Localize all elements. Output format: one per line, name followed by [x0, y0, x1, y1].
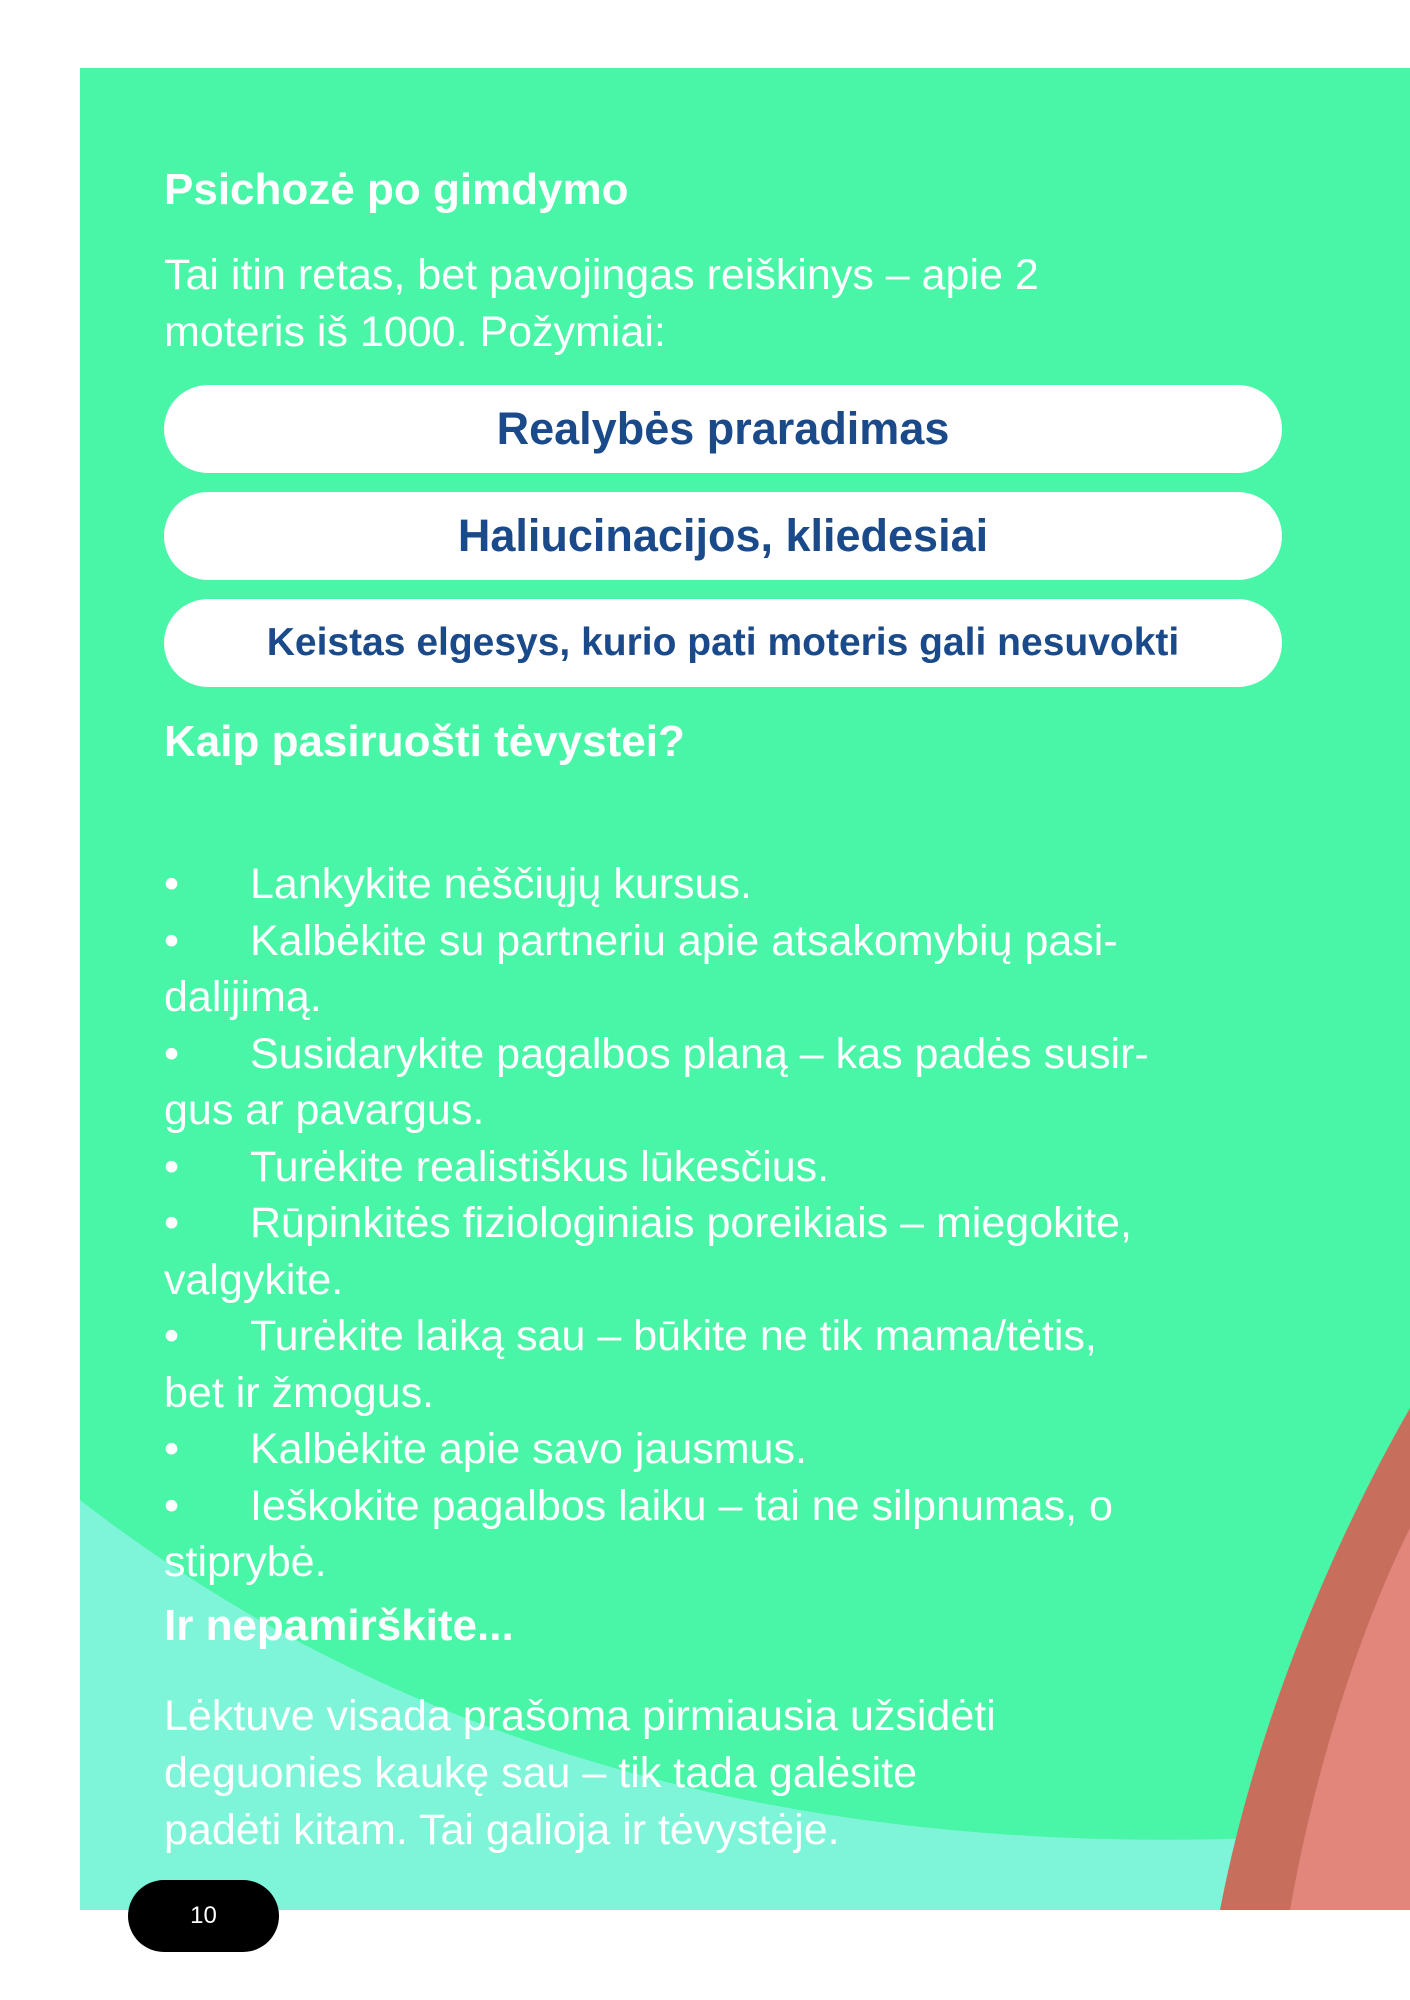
list-item-text-cont: stiprybė. [164, 1538, 327, 1586]
list-item [164, 856, 1344, 913]
list-item [164, 1308, 1344, 1421]
bullet-glyph: • [164, 1142, 180, 1191]
list-item [164, 1478, 1344, 1591]
list-item-text-cont: bet ir žmogus. [164, 1368, 435, 1417]
preparation-list [164, 856, 1344, 1591]
list-item-text: Ieškokite pagalbos laiku – tai ne silpnumas, o [250, 1481, 1113, 1530]
list-item [164, 913, 1344, 1026]
list-item-text: Kalbėkite su partneriu apie atsakomybių pasi- [250, 916, 1118, 965]
symptom-pill: Realybės praradimas [164, 385, 1282, 473]
reminder-line-3: padėti kitam. Tai galioja ir tėvystėje. [164, 1806, 840, 1854]
section-heading-reminder: Ir nepamirškite... [164, 1601, 514, 1650]
psychosis-intro-line-2: moteris iš 1000. Požymiai: [164, 308, 666, 356]
list-item-text: Turėkite realistiškus lūkesčius. [250, 1142, 830, 1191]
reminder-line-1: Lėktuve visada prašoma pirmiausia užsidėti [164, 1692, 996, 1740]
list-item [164, 1421, 1344, 1478]
list-item-text: Turėkite laiką sau – būkite ne tik mama/tėtis, [250, 1312, 1097, 1360]
section-heading-psychosis: Psichozė po gimdymo [164, 165, 629, 214]
list-item-text: Susidarykite pagalbos planą – kas padės susir- [250, 1029, 1149, 1078]
bullet-glyph: • [164, 1425, 180, 1473]
list-item-text: Lankykite nėščiųjų kursus. [250, 860, 752, 908]
bullet-glyph: • [164, 1199, 180, 1247]
list-item [164, 1026, 1344, 1139]
bullet-glyph: • [164, 860, 180, 908]
list-item-text: Rūpinkitės fiziologiniais poreikiais – miegokite, [250, 1199, 1132, 1247]
list-item-text-cont: gus ar pavargus. [164, 1086, 485, 1134]
symptom-pill: Haliucinacijos, kliedesiai [164, 492, 1282, 580]
psychosis-intro-line-1: Tai itin retas, bet pavojingas reiškinys – apie 2 [164, 251, 1039, 299]
reminder-line-2: deguonies kaukę sau – tik tada galėsite [164, 1749, 918, 1797]
bullet-glyph: • [164, 916, 180, 965]
bullet-glyph: • [164, 1029, 180, 1078]
list-item [164, 1195, 1344, 1308]
green-panel [80, 68, 1410, 1910]
list-item-text-cont: dalijimą. [164, 973, 322, 1021]
section-heading-preparation: Kaip pasiruošti tėvystei? [164, 717, 685, 766]
bullet-glyph: • [164, 1312, 180, 1360]
bullet-glyph: • [164, 1481, 180, 1530]
list-item [164, 1139, 1344, 1196]
page-number-badge: 10 [128, 1880, 279, 1952]
list-item-text-cont: valgykite. [164, 1255, 344, 1304]
symptom-pill: Keistas elgesys, kurio pati moteris gali nesuvokti [164, 599, 1282, 687]
list-item-text: Kalbėkite apie savo jausmus. [250, 1425, 807, 1473]
